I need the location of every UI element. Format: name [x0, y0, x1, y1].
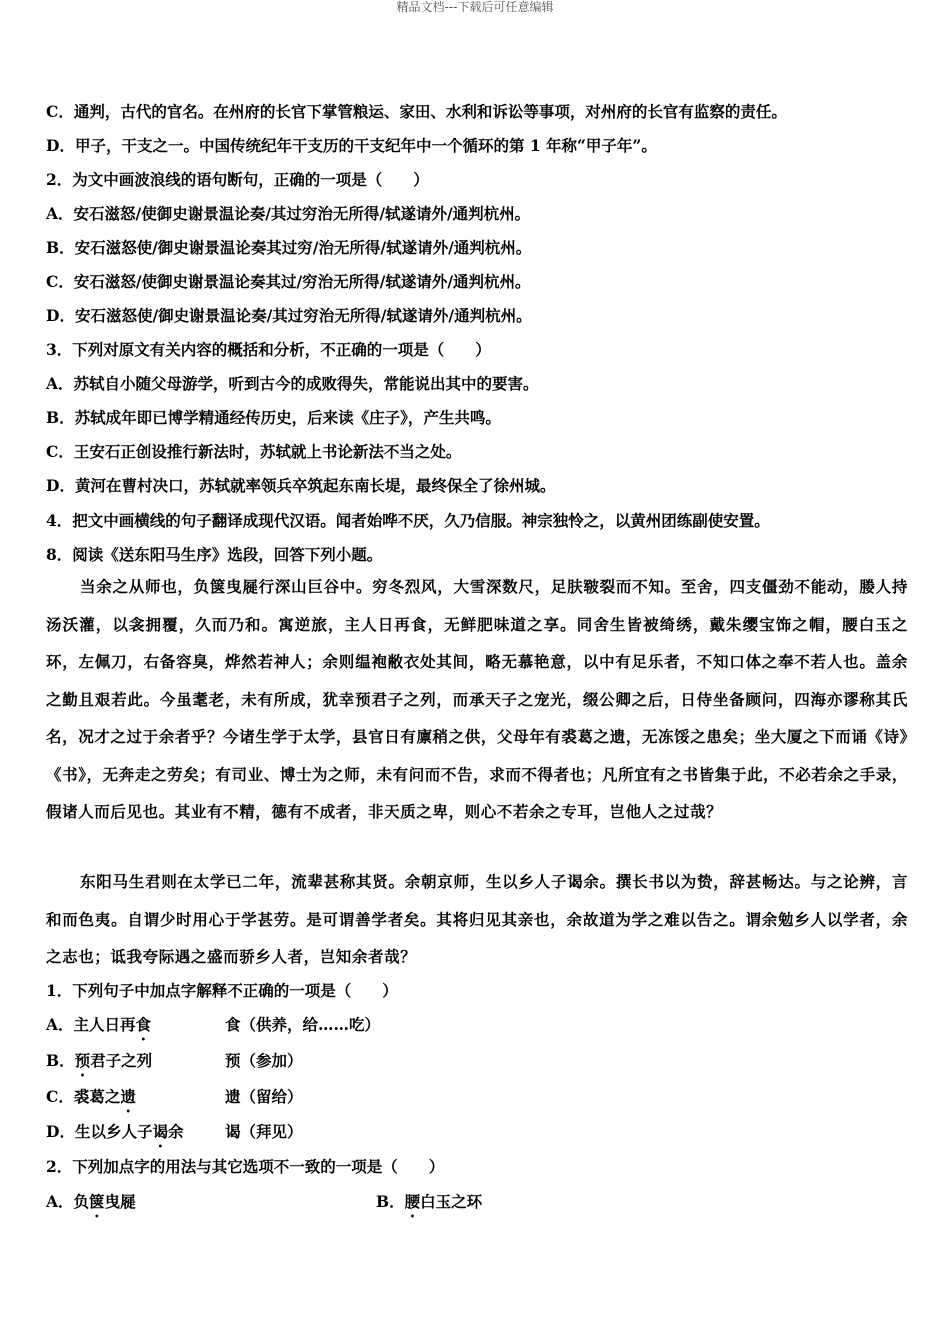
passage-paragraph-1: 当余之从师也，负箧曳屣行深山巨谷中。穷冬烈风，大雪深数尺，足肤皲裂而不知。至舍，四支僵劲不能动，媵人持汤沃灌，以衾拥覆，久而乃和。寓逆旅，主人日再食，无鲜肥味道之享。同舍生皆被绮绣，戴朱缨宝饰之帽，腰白玉之环，左佩刀，右备容臭，烨然若神人；余则缊袍敝衣处其间，略无慕艳意，以中有足乐者，不知口体之奉不若人也。盖余之勤且艰若此。今虽耄老，未有所成，犹幸预君子之列，而承天子之宠光，缀公卿之后，日侍坐备顾问，四海亦谬称其氏名，况才之过于余者乎？今诸生学于太学，县官日有廪稍之供，父母年有裘葛之遗，无冻馁之患矣；坐大厦之下而诵《诗》《书》，无奔走之劳矣；有司业、博士为之师，未有问而不告，求而不得者也；凡所宜有之书皆集于此，不必若余之手录，假诸人而后见也。其业有不精，德有不成者，非天质之卑，则心不若余之专耳，岂他人之过哉？	[46, 578, 908, 821]
q2-option-a: A．负箧曳屣	[46, 1192, 136, 1211]
definition: 食（供养，给……吃）	[225, 1015, 381, 1034]
question-title: 1．下列句子中加点字解释不正确的一项是（ ）	[46, 981, 398, 1000]
passage-paragraph-2: 东阳马生君则在太学已二年，流辈甚称其贤。余朝京师，生以乡人子谒余。撰长书以为贽，辞甚畅达。与之论辨，言和而色夷。自谓少时用心于学甚劳。是可谓善学者矣。其将归见其亲也，余故道为学之难以告之。谓余勉乡人以学者，余之志也；诋我夸际遇之盛而骄乡人者，岂知余者哉？	[46, 873, 908, 966]
question-title: 2．为文中画波浪线的语句断句，正确的一项是（ ）	[46, 170, 429, 189]
option-line: D．安石滋怒使/御史谢景温论奏/其过穷治无所得/轼遂请外/通判杭州。	[46, 306, 532, 325]
q2-options-row	[46, 1192, 646, 1221]
question-title: 2．下列加点字的用法与其它选项不一致的一项是（ ）	[46, 1157, 445, 1176]
q1-option-c: C．裘葛之遗 遗（留给）	[46, 1087, 303, 1106]
option-line: A．苏轼自小随父母游学，听到古今的成败得失，常能说出其中的要害。	[46, 374, 539, 393]
question-title: 4．把文中画横线的句子翻译成现代汉语。闻者始哗不厌，久乃信服。神宗独怜之，以黄州团练副使安置。	[46, 511, 770, 530]
q1-option-a: A．主人日再食 食（供养，给……吃）	[46, 1015, 381, 1034]
definition: 遗（留给）	[225, 1087, 303, 1106]
question-title: 3．下列对原文有关内容的概括和分析，不正确的一项是（ ）	[46, 340, 491, 359]
option-line: C．通判，古代的官名。在州府的长官下掌管粮运、家田、水利和诉讼等事项，对州府的长官有监察的责任。	[46, 102, 787, 121]
option-line: B．苏轼成年即已博学精通经传历史，后来读《庄子》，产生共鸣。	[46, 408, 501, 427]
option-line: C．安石滋怒/使御史谢景温论奏其过/穷治无所得/轼遂请外/通判杭州。	[46, 272, 531, 291]
page-header: 精品文档---下载后可任意编辑	[396, 0, 554, 14]
definition: 预（参加）	[225, 1051, 303, 1070]
option-line: C．王安石正创设推行新法时，苏轼就上书论新法不当之处。	[46, 442, 462, 461]
option-line: D．黄河在曹村决口，苏轼就率领兵卒筑起东南长堤，最终保全了徐州城。	[46, 476, 556, 495]
definition: 谒（拜见）	[225, 1122, 303, 1141]
q2-option-b: B．腰白玉之环	[376, 1192, 483, 1211]
option-line: D．甲子，干支之一。中国传统纪年干支历的干支纪年中一个循环的第 1 年称“甲子年”。	[46, 136, 657, 155]
section-title: 8．阅读《送东阳马生序》选段，回答下列小题。	[46, 545, 383, 564]
q1-option-b: B．预君子之列 预（参加）	[46, 1051, 303, 1070]
option-line: A．安石滋怒/使御史谢景温论奏/其过穷治无所得/轼遂请外/通判杭州。	[46, 204, 531, 223]
option-line: B．安石滋怒使/御史谢景温论奏其过穷/治无所得/轼遂请外/通判杭州。	[46, 238, 532, 257]
q1-option-d: D．生以乡人子谒余 谒（拜见）	[46, 1122, 303, 1141]
